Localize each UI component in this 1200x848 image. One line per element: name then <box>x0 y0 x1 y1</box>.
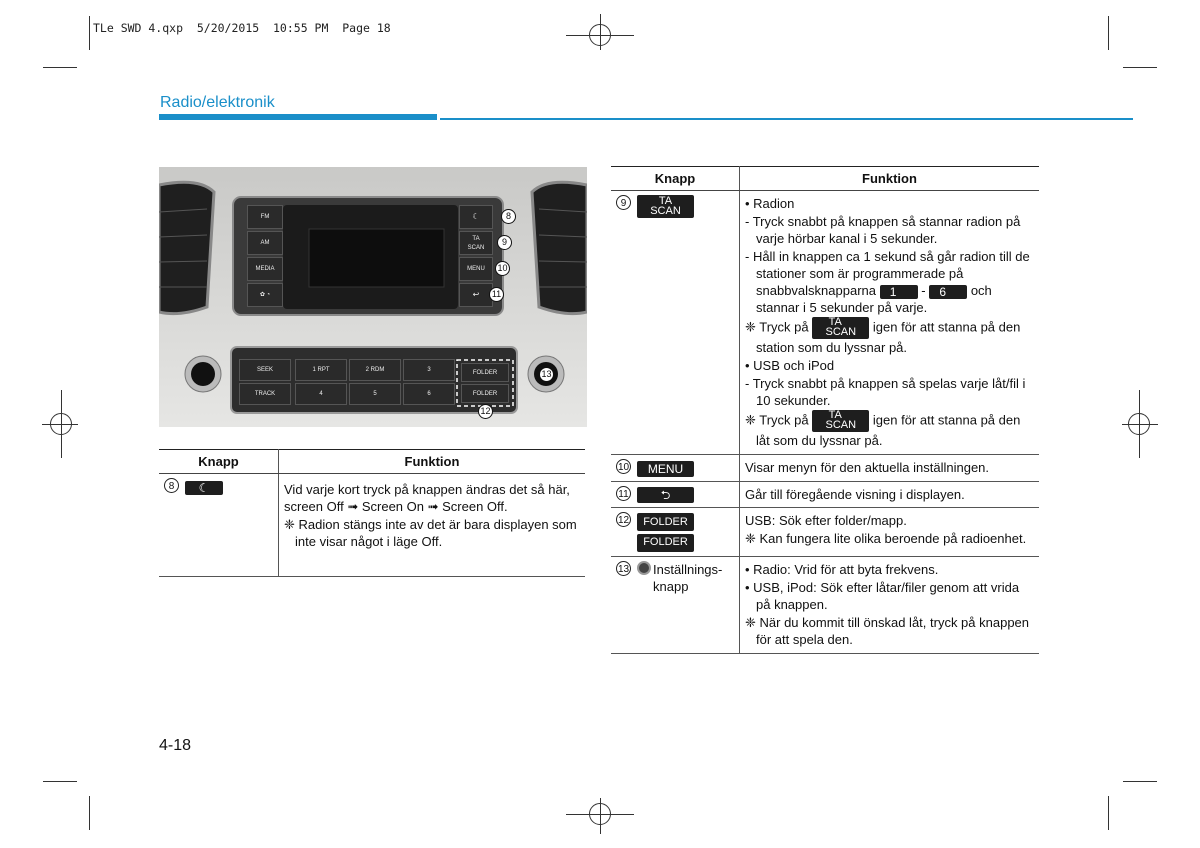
row-number: 10 <box>616 459 631 474</box>
media-button: MEDIA <box>247 257 283 281</box>
ta-scan-key-icon <box>637 195 694 218</box>
knob-label: Inställnings-knapp <box>653 561 723 594</box>
col-knapp: Knapp <box>159 450 279 474</box>
ta-label: TA <box>472 236 480 242</box>
setup-button: ✿ ◔ <box>247 283 283 307</box>
row9-long-press-end: och stannar i 5 sekunder på varje. <box>756 283 992 315</box>
row-number: 13 <box>616 561 631 576</box>
table-row <box>611 556 1039 653</box>
print-slug: TLe SWD 4.qxp 5/20/2015 10:55 PM Page 18 <box>93 21 391 35</box>
scan-label: SCAN <box>467 245 485 251</box>
row9-short-press: - Tryck snabbt på knappen så stannar radion på varje hörbar kanal i 5 sekunder. <box>745 214 1021 246</box>
preset-6-key-icon: 6 <box>929 285 967 299</box>
folder-up-button: FOLDER <box>461 363 509 382</box>
folder-up-key-icon: FOLDER <box>637 513 694 531</box>
am-button: AM <box>247 231 283 255</box>
scan-label: SCAN <box>825 326 857 338</box>
row9-usb-heading: • USB och iPod <box>745 358 835 373</box>
ta-scan-button <box>459 231 493 255</box>
row8-note: ❈ Radion stängs inte av det är bara displayen som inte visar något i läge Off. <box>284 517 577 549</box>
note-suffix: igen för att stanna på den låt som du lyssnar på. <box>756 412 1021 448</box>
table-row <box>611 481 1039 508</box>
ta-scan-key-icon <box>812 317 869 339</box>
tuning-knob-icon <box>637 561 651 575</box>
scan-label: SCAN <box>650 205 681 217</box>
row13-note: ❈ När du kommit till önskad låt, tryck på knappen för att spela den. <box>745 614 1030 647</box>
row9-long-press-text: - Håll in knappen ca 1 sekund så går radion till de stationer som är programmerade på snabbvalsknapparna <box>745 249 1030 298</box>
preset-3-button: 3 <box>403 359 455 381</box>
callout-10: 10 <box>495 261 510 276</box>
preset-1-key-icon: 1 <box>880 285 918 299</box>
row12-description: USB: Sök efter folder/mapp. <box>745 513 907 529</box>
row10-description: Visar menyn för den aktuella inställningen. <box>740 455 1040 482</box>
right-function-table <box>611 166 1039 654</box>
row13-usb: • USB, iPod: Sök efter låtar/filer genom att vrida på knappen. <box>745 579 1020 612</box>
ta-label: TA <box>828 409 842 421</box>
ta-scan-key-icon <box>812 410 869 432</box>
folder-down-button: FOLDER <box>461 384 509 403</box>
callout-13: 13 <box>539 367 554 382</box>
fm-button: FM <box>247 205 283 229</box>
col-funktion: Funktion <box>740 167 1040 191</box>
col-funktion: Funktion <box>279 450 586 474</box>
audio-panel-photo <box>159 167 587 427</box>
preset-2-button: 2 RDM <box>349 359 401 381</box>
page-number: 4-18 <box>159 737 192 754</box>
callout-9: 9 <box>497 235 512 250</box>
track-button: TRACK <box>239 383 291 405</box>
row9-note-usb <box>745 410 1034 449</box>
callout-8: 8 <box>501 209 516 224</box>
row8-description: Vid varje kort tryck på knappen ändras det så här, screen Off ➟ Screen On ➟ Screen Off. <box>284 482 570 514</box>
left-function-table <box>159 449 585 577</box>
table-row <box>611 191 1039 455</box>
note-suffix: igen för att stanna på den station som du lyssnar på. <box>756 319 1021 355</box>
note-prefix: ❈ Tryck på <box>745 412 809 428</box>
moon-key-icon: ☾ <box>185 481 223 495</box>
row-number: 9 <box>616 195 631 210</box>
range-dash: - <box>921 283 926 298</box>
seek-button: SEEK <box>239 359 291 381</box>
scan-label: SCAN <box>825 419 857 431</box>
row9-radio-heading: • Radion <box>745 196 795 211</box>
table-row <box>611 508 1039 557</box>
preset-5-button: 5 <box>349 383 401 405</box>
display-off-button: ☾ <box>459 205 493 229</box>
ta-label: TA <box>658 195 673 207</box>
row-number: 12 <box>616 512 631 527</box>
table-row <box>611 455 1039 482</box>
row9-usb-short-press: - Tryck snabbt på knappen så spelas varje låt/fil i 10 sekunder. <box>745 376 1026 408</box>
section-title: Radio/elektronik <box>160 94 275 111</box>
col-knapp: Knapp <box>611 167 740 191</box>
row-number: 11 <box>616 486 631 501</box>
preset-1-button: 1 RPT <box>295 359 347 381</box>
row13-radio: • Radio: Vrid för att byta frekvens. <box>745 561 939 577</box>
callout-12: 12 <box>478 404 493 419</box>
row11-description: Går till föregående visning i displayen. <box>740 481 1040 508</box>
row-number: 8 <box>164 478 179 493</box>
row9-long-press <box>745 248 1034 316</box>
menu-key-icon: MENU <box>637 461 694 477</box>
row12-note: ❈ Kan fungera lite olika beroende på radioenhet. <box>745 531 1027 547</box>
header-rule-thin <box>440 118 1133 120</box>
table-row <box>159 474 585 577</box>
callout-11: 11 <box>489 287 504 302</box>
ta-label: TA <box>828 316 842 328</box>
header-rule-thick <box>159 114 437 120</box>
menu-button: MENU <box>459 257 493 281</box>
folder-down-key-icon: FOLDER <box>637 534 694 552</box>
preset-4-button: 4 <box>295 383 347 405</box>
back-key-icon: ⮌ <box>637 487 694 503</box>
back-button: ↩ <box>459 283 493 307</box>
preset-6-button: 6 <box>403 383 455 405</box>
note-prefix: ❈ Tryck på <box>745 319 809 335</box>
row9-note-radio <box>745 317 1034 356</box>
